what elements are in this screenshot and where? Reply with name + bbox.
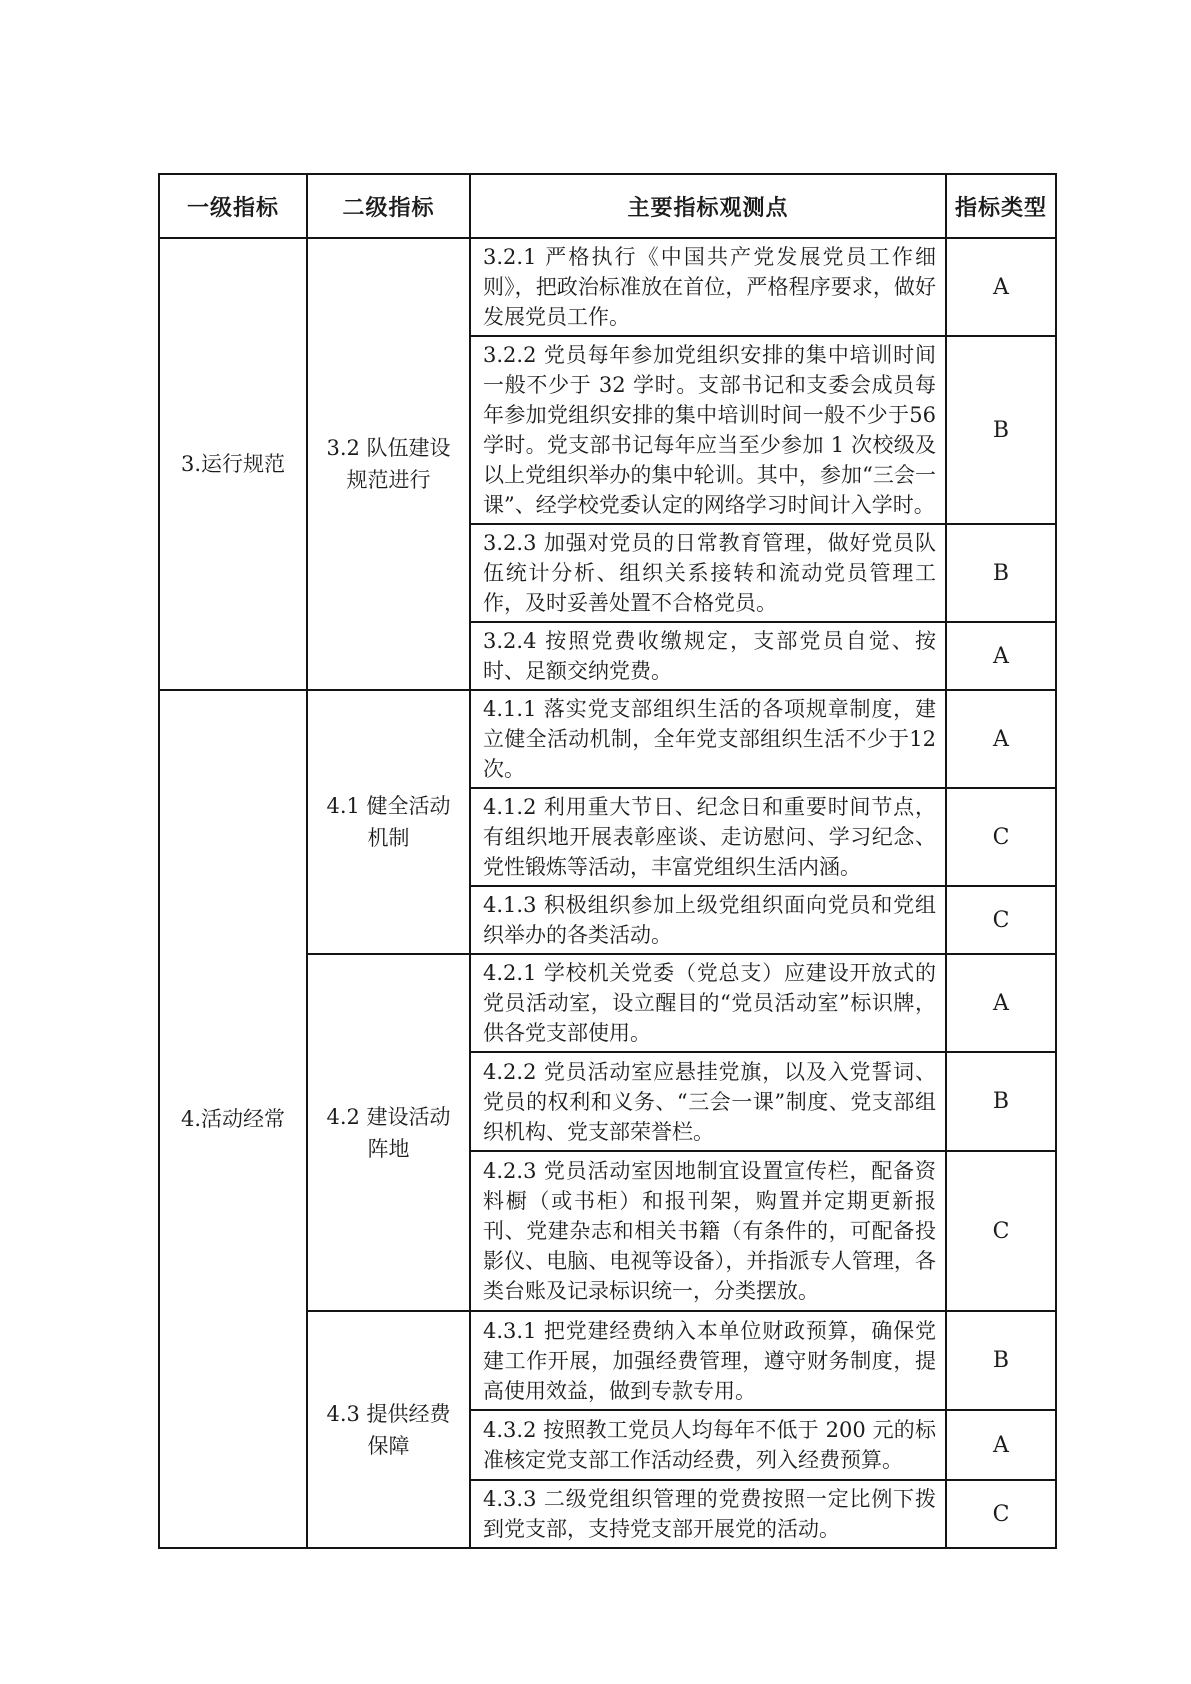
- type-cell: C: [946, 788, 1056, 886]
- observation-cell: 4.3.1 把党建经费纳入本单位财政预算，确保党建工作开展，加强经费管理，遵守财务制度，提高使用效益，做到专款专用。: [470, 1311, 946, 1410]
- observation-cell: 4.3.2 按照教工党员人均每年不低于 200 元的标准核定党支部工作活动经费，列入经费预算。: [470, 1410, 946, 1480]
- type-cell: B: [946, 524, 1056, 622]
- column-header-level2-indicator: 二级指标: [307, 174, 470, 238]
- observation-cell: 3.2.1 严格执行《中国共产党发展党员工作细则》，把政治标准放在首位，严格程序要求，做好发展党员工作。: [470, 238, 946, 336]
- column-header-indicator-type: 指标类型: [946, 174, 1056, 238]
- observation-cell: 4.3.3 二级党组织管理的党费按照一定比例下拨到党支部，支持党支部开展党的活动。: [470, 1480, 946, 1548]
- level2-indicator-cell: [307, 954, 470, 1311]
- column-header-level1-indicator: 一级指标: [159, 174, 307, 238]
- type-cell: C: [946, 886, 1056, 954]
- table-row: [159, 238, 1056, 336]
- type-cell: A: [946, 622, 1056, 690]
- type-cell: C: [946, 1151, 1056, 1311]
- type-cell: B: [946, 336, 1056, 524]
- level2-indicator-cell: [307, 1311, 470, 1548]
- table-row: [159, 690, 1056, 788]
- level2-indicator-cell: [307, 690, 470, 954]
- observation-cell: 4.2.2 党员活动室应悬挂党旗，以及入党誓词、党员的权利和义务、“三会一课”制度、党支部组织机构、党支部荣誉栏。: [470, 1052, 946, 1151]
- observation-cell: 4.2.3 党员活动室因地制宜设置宣传栏，配备资料橱（或书柜）和报刊架，购置并定期更新报刊、党建杂志和相关书籍（有条件的，可配备投影仪、电脑、电视等设备），并指派专人管理，各类台账及记录标识统一，分类摆放。: [470, 1151, 946, 1311]
- type-cell: A: [946, 1410, 1056, 1480]
- type-cell: A: [946, 690, 1056, 788]
- level2-indicator-line: 阵地: [367, 1136, 410, 1161]
- level2-indicator-line: 4.3 提供经费: [326, 1401, 451, 1426]
- observation-cell: 3.2.2 党员每年参加党组织安排的集中培训时间一般不少于 32 学时。支部书记和支委会成员每年参加党组织安排的集中培训时间一般不少于56 学时。党支部书记每年应当至少参加 1 次校级及以上党组织举办的集中轮训。其中，参加“三会一课”、经学校党委认定的网络学习时间计入学时。: [470, 336, 946, 524]
- header-row: [159, 174, 1056, 238]
- type-cell: A: [946, 954, 1056, 1052]
- observation-cell: 4.1.1 落实党支部组织生活的各项规章制度，建立健全活动机制，全年党支部组织生活不少于12 次。: [470, 690, 946, 788]
- level2-indicator-line: 规范进行: [346, 468, 431, 492]
- level1-indicator-cell: 4.活动经常: [159, 690, 307, 1548]
- column-header-observation-points: 主要指标观测点: [470, 174, 946, 238]
- observation-cell: 4.2.1 学校机关党委（党总支）应建设开放式的党员活动室，设立醒目的“党员活动室”标识牌，供各党支部使用。: [470, 954, 946, 1052]
- level2-indicator-line: 4.1 健全活动: [326, 794, 451, 818]
- level2-indicator-line: 4.2 建设活动: [326, 1104, 451, 1129]
- type-cell: B: [946, 1311, 1056, 1410]
- type-cell: C: [946, 1480, 1056, 1548]
- observation-cell: 4.1.3 积极组织参加上级党组织面向党员和党组织举办的各类活动。: [470, 886, 946, 954]
- level1-indicator-cell: 3.运行规范: [159, 238, 307, 690]
- type-cell: B: [946, 1052, 1056, 1151]
- observation-cell: 3.2.4 按照党费收缴规定，支部党员自觉、按时、足额交纳党费。: [470, 622, 946, 690]
- level2-indicator-cell: [307, 238, 470, 690]
- observation-cell: 4.1.2 利用重大节日、纪念日和重要时间节点，有组织地开展表彰座谈、走访慰问、学习纪念、党性锻炼等活动，丰富党组织生活内涵。: [470, 788, 946, 886]
- type-cell: A: [946, 238, 1056, 336]
- level2-indicator-line: 保障: [367, 1433, 410, 1458]
- observation-cell: 3.2.3 加强对党员的日常教育管理，做好党员队伍统计分析、组织关系接转和流动党员管理工作，及时妥善处置不合格党员。: [470, 524, 946, 622]
- indicator-table: [158, 173, 1057, 1549]
- level2-indicator-line: 机制: [367, 826, 410, 850]
- level2-indicator-line: 3.2 队伍建设: [326, 436, 451, 460]
